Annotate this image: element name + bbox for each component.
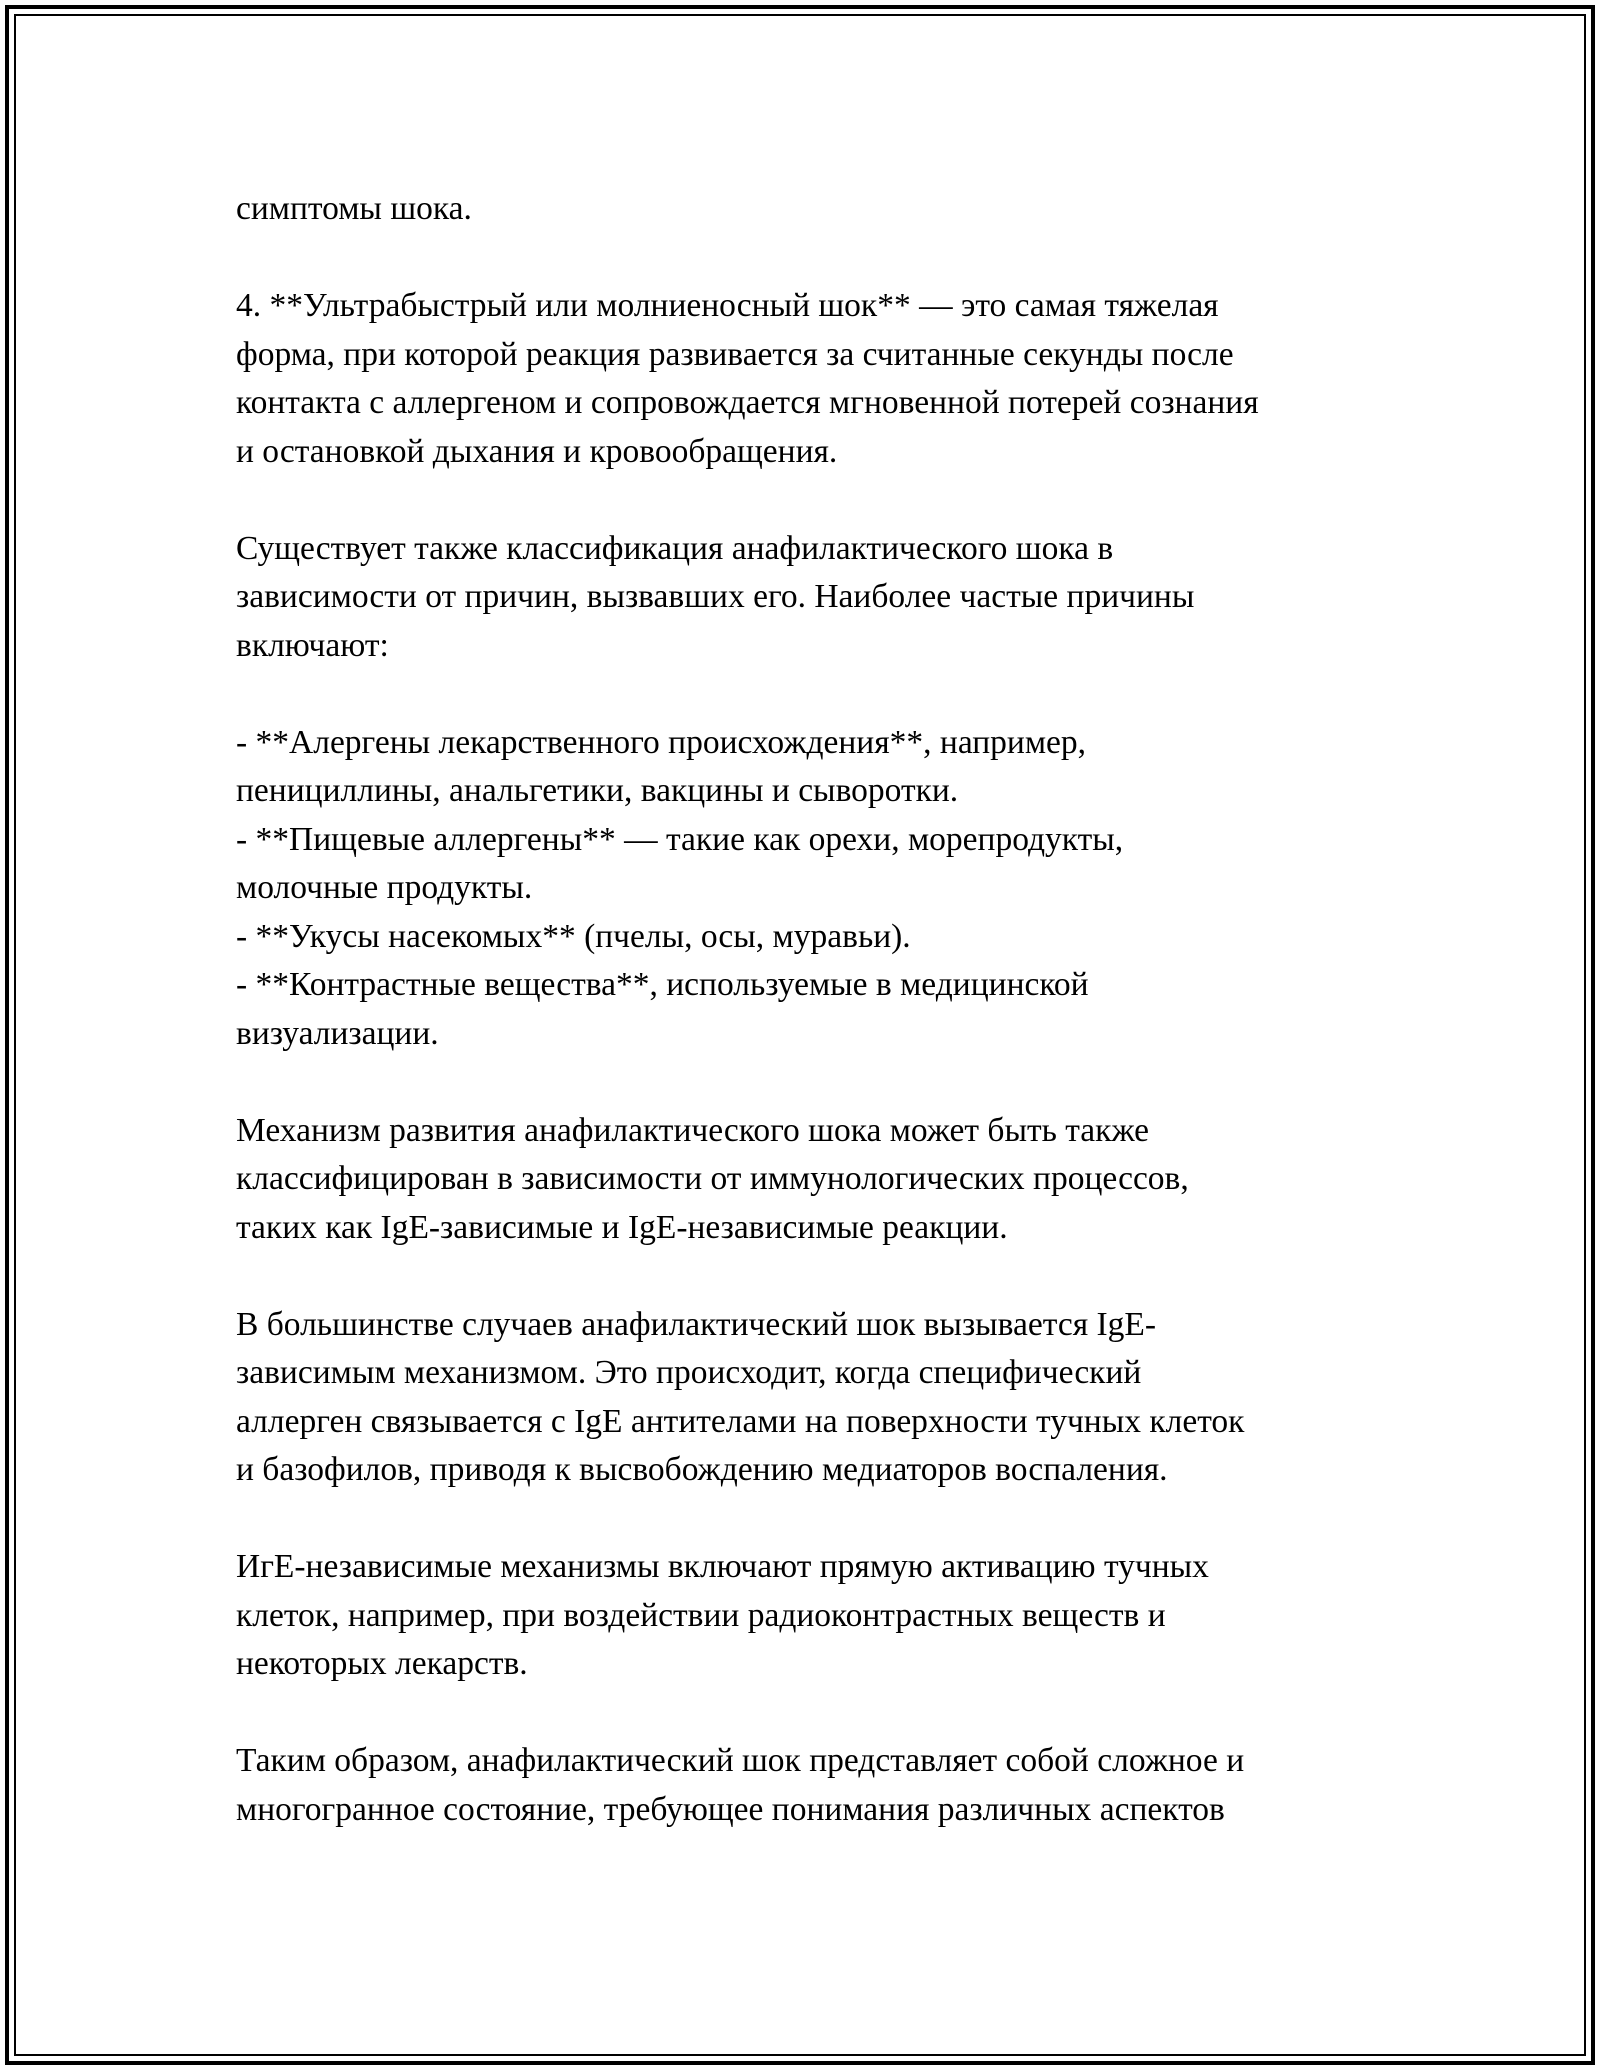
text-line: и базофилов, приводя к высвобождению медиаторов воспаления. (236, 1451, 1168, 1488)
list-item-line: пенициллины, анальгетики, вакцины и сыворотки. (236, 772, 959, 809)
text-line: Таким образом, анафилактический шок представляет собой сложное и (236, 1742, 1245, 1779)
paragraph (236, 1301, 1366, 1495)
text-line: 4. **Ультрабыстрый или молниеносный шок** — это самая тяжелая (236, 287, 1219, 324)
text-line: зависимости от причин, вызвавших его. Наиболее частые причины (236, 578, 1195, 615)
list-item-line: - **Контрастные вещества**, используемые в медицинской (236, 966, 1089, 1003)
text-line: некоторых лекарств. (236, 1645, 528, 1682)
paragraph (236, 185, 1366, 234)
text-line: В большинстве случаев анафилактический шок вызывается IgE- (236, 1305, 1157, 1343)
paragraph (236, 282, 1366, 476)
text-line: ИгЕ-независимые механизмы включают прямую активацию тучных (236, 1548, 1209, 1585)
bullet-list (236, 719, 1366, 1059)
text-line: клеток, например, при воздействии радиоконтрастных веществ и (236, 1596, 1166, 1634)
list-item-line: - **Пищевые аллергены** — такие как орехи, морепродукты, (236, 820, 1124, 858)
text-line: форма, при которой реакция развивается за считанные секунды после (236, 335, 1234, 373)
text-line: зависимым механизмом. Это происходит, когда специфический (236, 1354, 1142, 1391)
paragraph-gap (236, 476, 1366, 525)
paragraph-gap (236, 1252, 1366, 1301)
paragraph-gap (236, 234, 1366, 283)
paragraph (236, 525, 1366, 671)
list-item-line: - **Укусы насекомых** (пчелы, осы, муравьи). (236, 917, 911, 955)
list-item-line: молочные продукты. (236, 869, 533, 906)
text-line: классифицирован в зависимости от иммунологических процессов, (236, 1160, 1189, 1197)
text-line: аллерген связывается с IgE антителами на поверхности тучных клеток (236, 1402, 1245, 1440)
text-line: симптомы шока. (236, 190, 472, 227)
paragraph-gap (236, 1058, 1366, 1107)
text-line: контакта с аллергеном и сопровождается мгновенной потерей сознания (236, 384, 1259, 421)
list-item-line: визуализации. (236, 1014, 439, 1052)
text-line: Существует также классификация анафилактического шока в (236, 529, 1114, 567)
text-line: и остановкой дыхания и кровообращения. (236, 432, 838, 470)
paragraph (236, 1543, 1366, 1689)
text-line: таких как IgE-зависимые и IgE-независимые реакции. (236, 1208, 1008, 1246)
list-item-line: - **Алергены лекарственного происхождения**, например, (236, 723, 1087, 761)
paragraph-gap (236, 670, 1366, 719)
paragraph (236, 1107, 1366, 1253)
text-line: Механизм развития анафилактического шока может быть также (236, 1111, 1150, 1149)
text-line: многогранное состояние, требующее понимания различных аспектов (236, 1790, 1225, 1828)
text-line: включают: (236, 626, 389, 664)
document-body (236, 185, 1366, 1834)
paragraph-gap (236, 1689, 1366, 1738)
paragraph (236, 1737, 1366, 1834)
paragraph-gap (236, 1495, 1366, 1544)
